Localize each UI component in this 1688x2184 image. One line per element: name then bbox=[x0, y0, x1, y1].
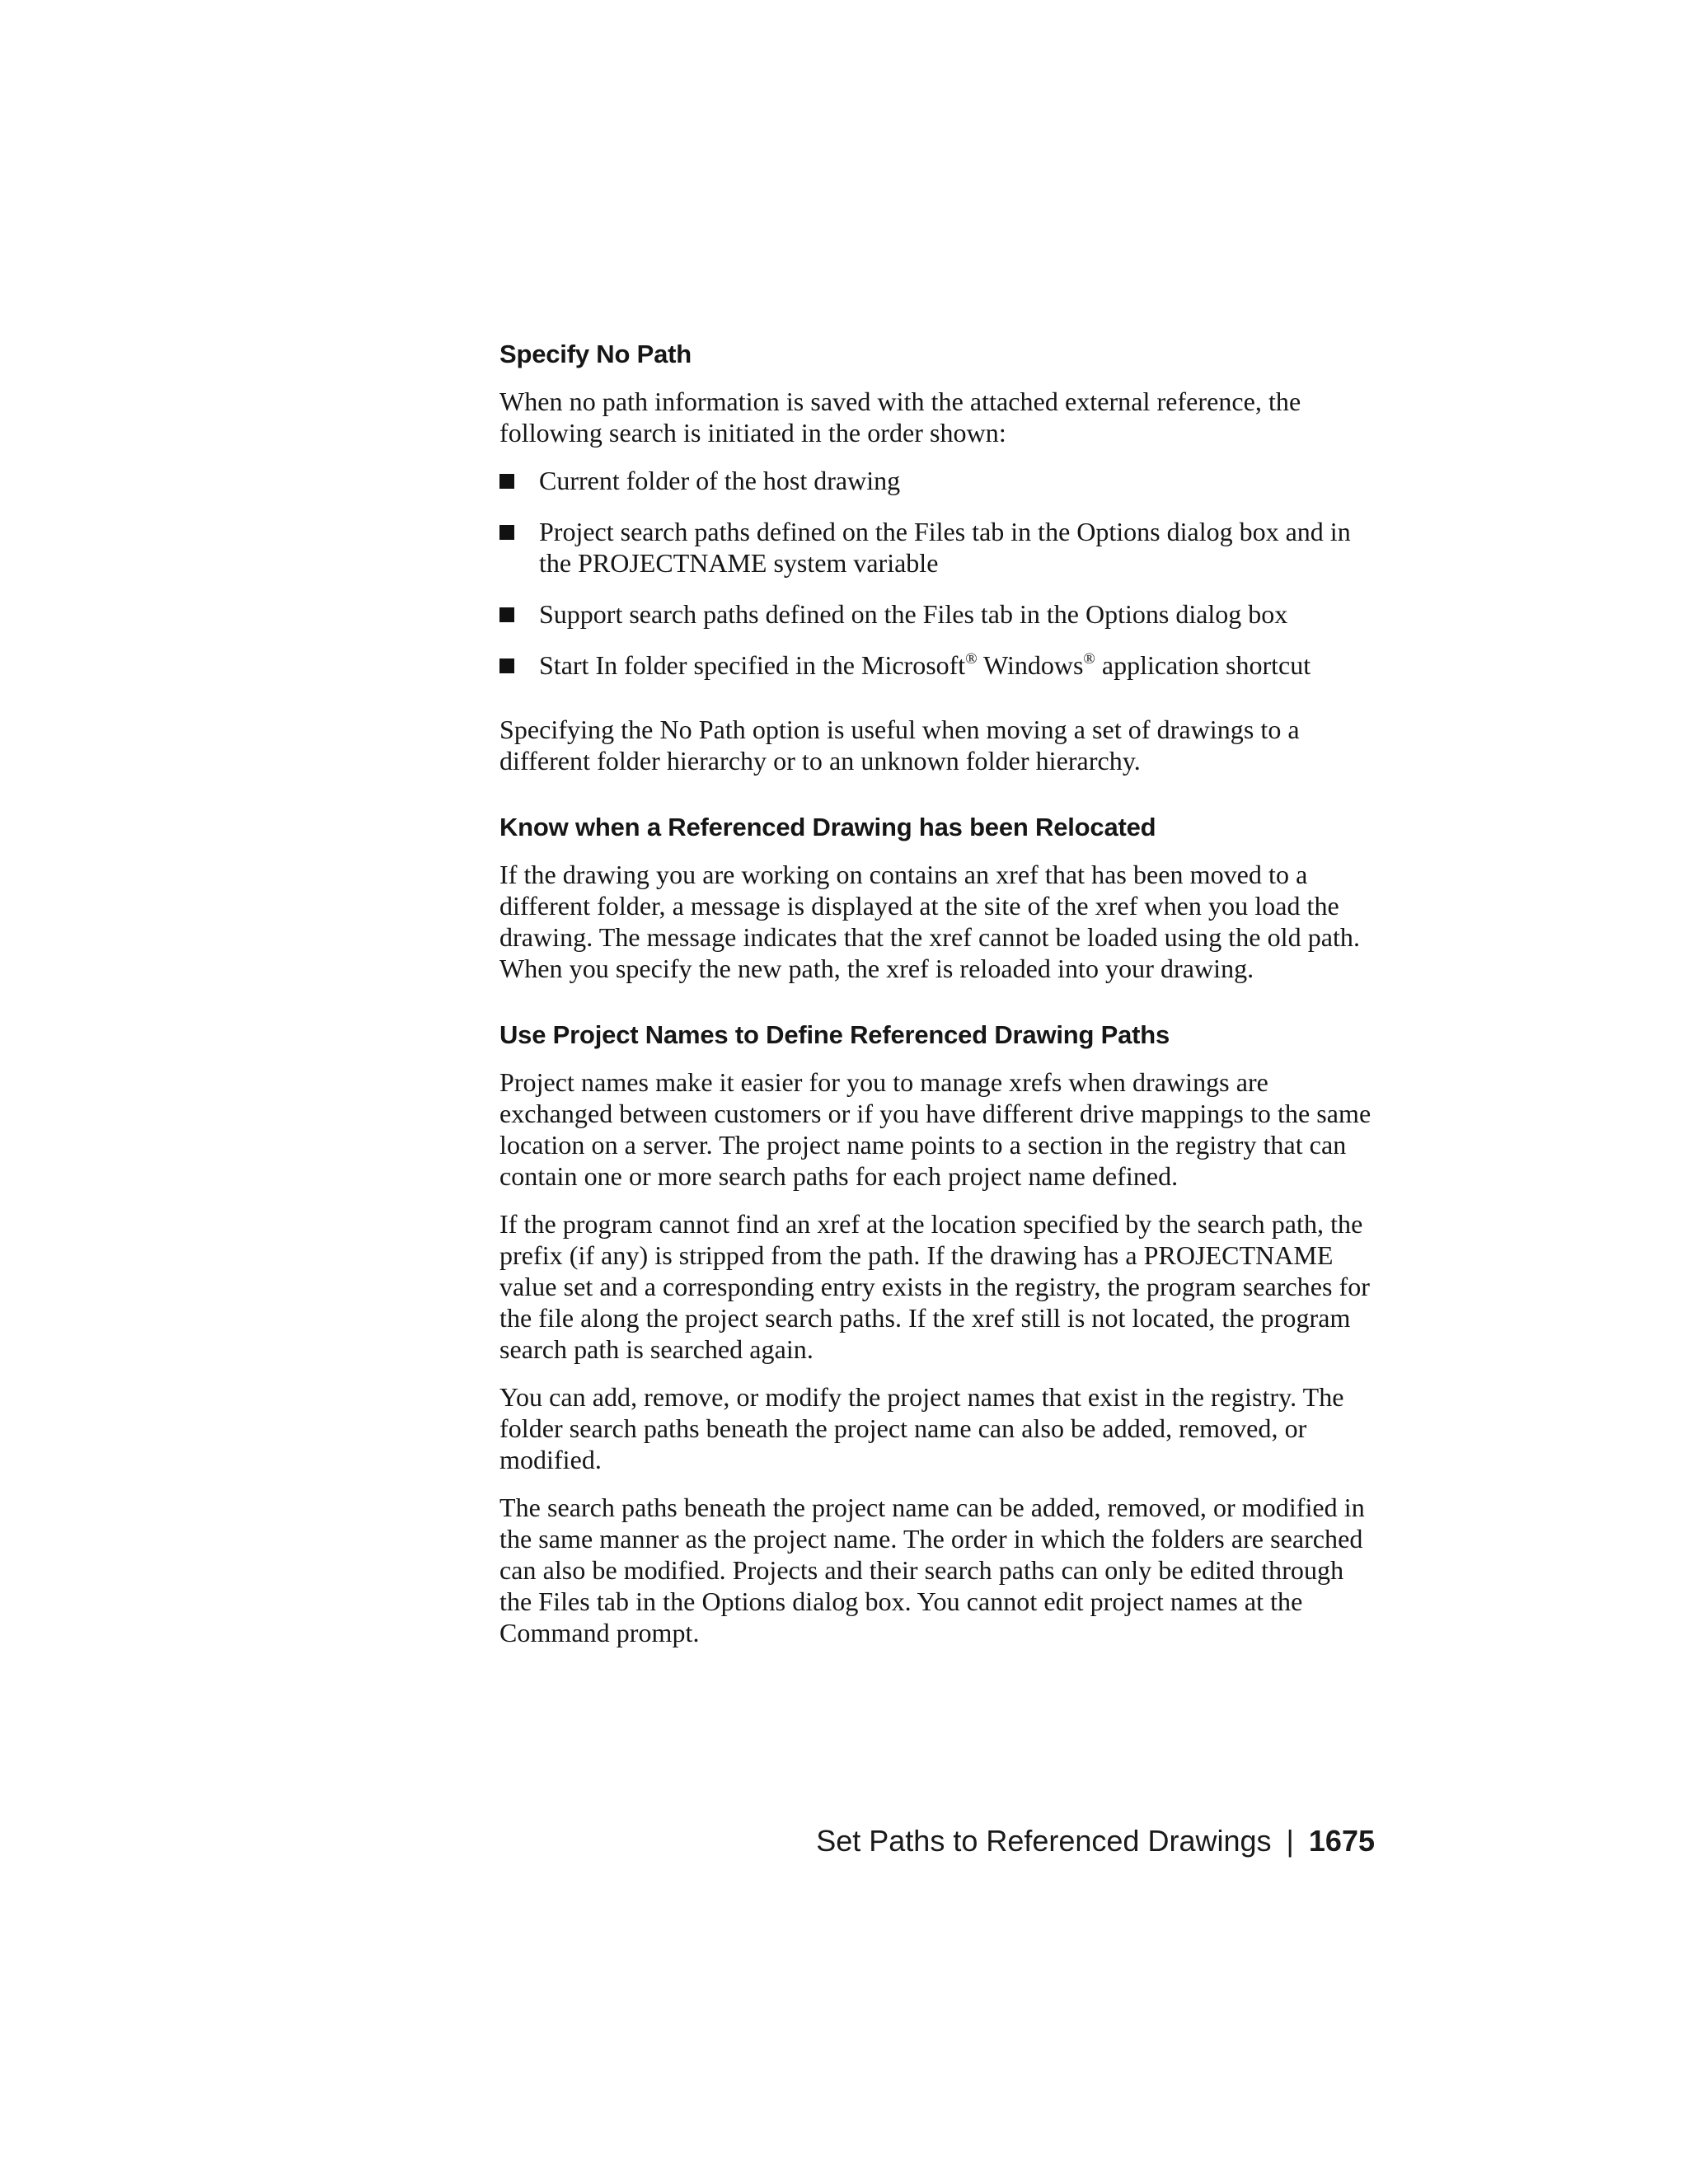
paragraph-project-names-4: The search paths beneath the project name can be added, removed, or modified in the same manner as the project name. The order in which the folders are searched can also be modified. Projects and their search paths can only be edited through the Files tab in the Options dialog box. You cannot edit project names at the Command prompt. bbox=[499, 1493, 1365, 1647]
list-item-text: Current folder of the host drawing bbox=[539, 466, 901, 495]
section-heading-project-names: Use Project Names to Define Referenced Drawing Paths bbox=[499, 1020, 1170, 1049]
list-item-text-part: application shortcut bbox=[1095, 650, 1311, 680]
paragraph-project-names-2: If the program cannot find an xref at the location specified by the search path, the prefix (if any) is stripped from the path. If the drawing has a PROJECTNAME value set and a corresponding entry exists in the registry, the program searches for the file along the project search paths. If the xref still is not located, the program search path is searched again. bbox=[499, 1209, 1370, 1364]
page-number: 1675 bbox=[1308, 1824, 1375, 1858]
list-item bbox=[499, 649, 1375, 681]
square-bullet-icon bbox=[499, 525, 514, 540]
page-footer bbox=[816, 1823, 1375, 1859]
square-bullet-icon bbox=[499, 607, 514, 622]
list-item bbox=[499, 465, 1375, 496]
list-item-text-part: Start In folder specified in the Microsoft bbox=[539, 650, 966, 680]
paragraph-relocated-drawing: If the drawing you are working on contains an xref that has been moved to a different folder, a message is displayed at the site of the xref when you load the drawing. The message indicates that the xref cannot be loaded using the old path. When you specify the new path, the xref is reloaded into your drawing. bbox=[499, 860, 1361, 983]
registered-mark: ® bbox=[965, 650, 978, 668]
paragraph-no-path-intro: When no path information is saved with the attached external reference, the following search is initiated in the order shown: bbox=[499, 387, 1301, 448]
paragraph-project-names-1: Project names make it easier for you to manage xrefs when drawings are exchanged between customers or if you have different drive mappings to the same location on a server. The project name points to a section in the registry that can contain one or more search paths for each project name defined. bbox=[499, 1067, 1372, 1191]
page-body bbox=[499, 338, 1375, 1665]
list-item-text: Support search paths defined on the Files tab in the Options dialog box bbox=[539, 599, 1288, 629]
search-order-list bbox=[499, 465, 1375, 681]
section-heading-relocated-drawing: Know when a Referenced Drawing has been Relocated bbox=[499, 813, 1156, 841]
square-bullet-icon bbox=[499, 474, 514, 489]
footer-separator: | bbox=[1286, 1824, 1294, 1858]
paragraph-project-names-3: You can add, remove, or modify the project names that exist in the registry. The folder search paths beneath the project name can also be added, removed, or modified. bbox=[499, 1382, 1344, 1474]
list-item-text-part: Windows bbox=[977, 650, 1084, 680]
list-item-text bbox=[539, 650, 1311, 680]
paragraph-no-path-outro: Specifying the No Path option is useful when moving a set of drawings to a different folder hierarchy or to an unknown folder hierarchy. bbox=[499, 715, 1300, 776]
footer-title: Set Paths to Referenced Drawings bbox=[816, 1824, 1272, 1858]
square-bullet-icon bbox=[499, 658, 514, 673]
list-item-text: Project search paths defined on the Files tab in the Options dialog box and in the PROJECTNAME system variable bbox=[539, 517, 1351, 578]
section-heading-specify-no-path: Specify No Path bbox=[499, 340, 692, 368]
list-item bbox=[499, 598, 1375, 630]
list-item bbox=[499, 516, 1375, 579]
registered-mark: ® bbox=[1083, 650, 1095, 668]
